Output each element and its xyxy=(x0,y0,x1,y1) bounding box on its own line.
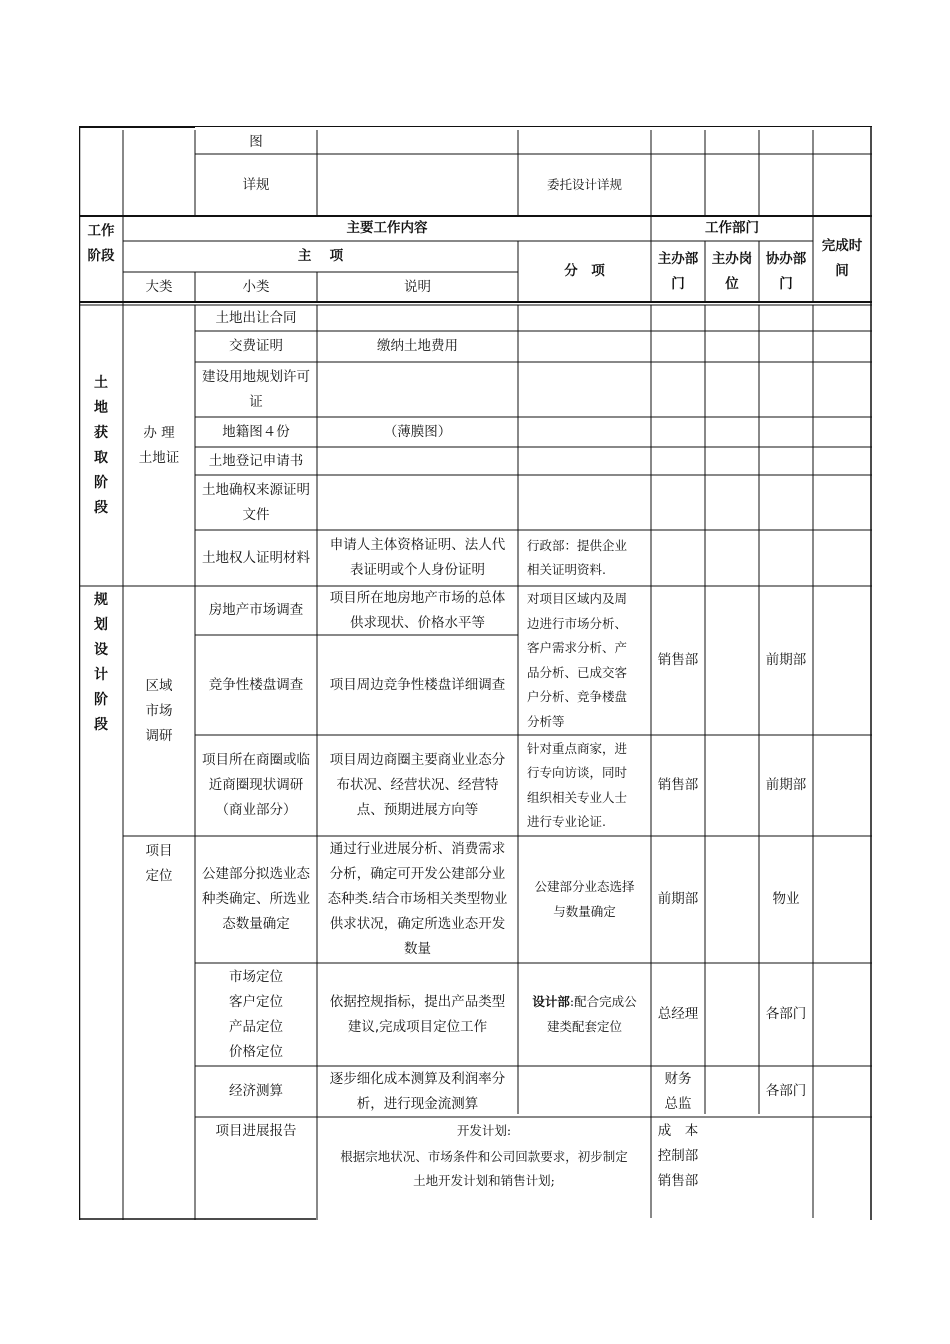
commercial-sub: 针对重点商家，进 行专向访谈，同时 组织相关专业人士 进行专业论证. xyxy=(527,740,628,829)
economic-minor: 经济测算 xyxy=(229,1083,283,1099)
economic-assist-dept: 各部门 xyxy=(765,1083,807,1099)
progress-desc-title: 开发计划: xyxy=(456,1122,512,1138)
progress-lead-dept: 成 本 控制部 销售部 xyxy=(657,1123,699,1189)
land-row-7-desc: 申请人主体资格证明、法人代 表证明或个人身份证明 xyxy=(329,537,506,578)
header-sub-item: 分 项 xyxy=(564,263,605,279)
stage-plan: 规 划 设 计 阶 段 xyxy=(94,592,108,733)
major-market-research: 区域 市场 调研 xyxy=(145,677,173,744)
public-assist-dept: 物业 xyxy=(772,891,800,907)
header-assist-dept: 协办部 门 xyxy=(765,250,807,292)
top-row-minor-1: 图 xyxy=(249,133,263,150)
land-row-1-minor: 土地出让合同 xyxy=(215,309,297,326)
land-row-3-minor: 建设用地规划许可 证 xyxy=(202,368,310,410)
survey-assist-dept: 前期部 xyxy=(765,652,807,668)
work-plan-table xyxy=(79,126,872,1220)
header-main-item: 主 项 xyxy=(297,248,344,264)
header-major: 大类 xyxy=(145,278,173,295)
progress-minor: 项目进展报告 xyxy=(215,1123,297,1139)
positioning-minor: 市场定位 客户定位 产品定位 价格定位 xyxy=(229,968,283,1060)
land-row-7-minor: 土地权人证明材料 xyxy=(202,549,310,566)
positioning-sub-rest: :配合完成公 建类配套定位 xyxy=(546,994,637,1034)
header-main-work: 主要工作内容 xyxy=(346,220,428,236)
positioning-sub-bold: 设计部 xyxy=(532,994,570,1009)
positioning-lead-dept: 总经理 xyxy=(657,1006,699,1022)
land-row-4-desc: （薄膜图） xyxy=(383,423,452,440)
land-row-2-desc: 缴纳土地费用 xyxy=(377,338,458,354)
commercial-assist-dept: 前期部 xyxy=(765,777,807,793)
positioning-desc: 依据控规指标，提出产品类型 建议,完成项目定位工作 xyxy=(329,993,506,1035)
survey-lead-dept: 销售部 xyxy=(657,652,699,668)
major-positioning: 项目 定位 xyxy=(145,843,173,884)
land-row-5-minor: 土地登记申请书 xyxy=(208,452,304,469)
header-minor: 小类 xyxy=(242,278,270,295)
competitor-minor: 竞争性楼盘调查 xyxy=(208,676,304,693)
land-row-4-minor: 地籍图４份 xyxy=(222,423,290,440)
positioning-assist-dept: 各部门 xyxy=(765,1006,807,1022)
top-row-minor-2: 详规 xyxy=(242,176,270,193)
stage-land: 土 地 获 取 阶 段 xyxy=(94,374,108,516)
header-finish-time: 完成时 间 xyxy=(821,238,863,279)
land-row-2-minor: 交费证明 xyxy=(229,338,283,354)
market-survey-desc: 项目所在地房地产市场的总体 供求现状、价格水平等 xyxy=(329,589,506,631)
public-sub: 公建部分业态选择 与数量确定 xyxy=(534,879,635,919)
competitor-desc: 项目周边竞争性楼盘详细调查 xyxy=(329,676,506,693)
land-row-7-sub: 行政部：提供企业 相关证明资料. xyxy=(527,537,628,577)
header-lead-dept: 主办部 门 xyxy=(657,250,699,292)
market-survey-minor: 房地产市场调查 xyxy=(208,602,304,618)
header-work-dept: 工作部门 xyxy=(705,220,759,236)
header-desc: 说明 xyxy=(404,278,431,295)
progress-desc: 根据宗地状况、市场条件和公司回款要求，初步制定 土地开发计划和销售计划; xyxy=(340,1148,628,1188)
top-row-sub-2: 委托设计详规 xyxy=(546,176,622,192)
survey-sub: 对项目区域内及周 边进行市场分析、 客户需求分析、产 品分析、已成交客 户分析、竞争楼盘 分析等 xyxy=(527,591,628,729)
commercial-lead-dept: 销售部 xyxy=(657,777,699,793)
commercial-desc: 项目周边商圈主要商业业态分 布状况、经营状况、经营特 点、预期进展方向等 xyxy=(329,752,506,818)
economic-desc: 逐步细化成本测算及利润率分 析，进行现金流测算 xyxy=(329,1070,506,1112)
positioning-sub xyxy=(518,963,651,1066)
public-lead-dept: 前期部 xyxy=(657,891,699,907)
public-desc: 通过行业进展分析、消费需求 分析，确定可开发公建部分业 态种类.结合市场相关类型物业 供求状况，确定所选业态开发 数量 xyxy=(327,841,508,957)
header-stage: 工作 阶段 xyxy=(87,222,115,264)
land-row-6-minor: 土地确权来源证明 文件 xyxy=(202,481,310,523)
public-minor: 公建部分拟选业态 种类确定、所选业 态数量确定 xyxy=(202,866,310,932)
commercial-minor: 项目所在商圈或临 近商圈现状调研 （商业部分） xyxy=(202,752,310,818)
header-lead-post: 主办岗 位 xyxy=(711,250,753,292)
major-land-certificate: 办 理 土地证 xyxy=(138,424,180,466)
economic-lead-dept: 财务 总监 xyxy=(664,1070,692,1112)
